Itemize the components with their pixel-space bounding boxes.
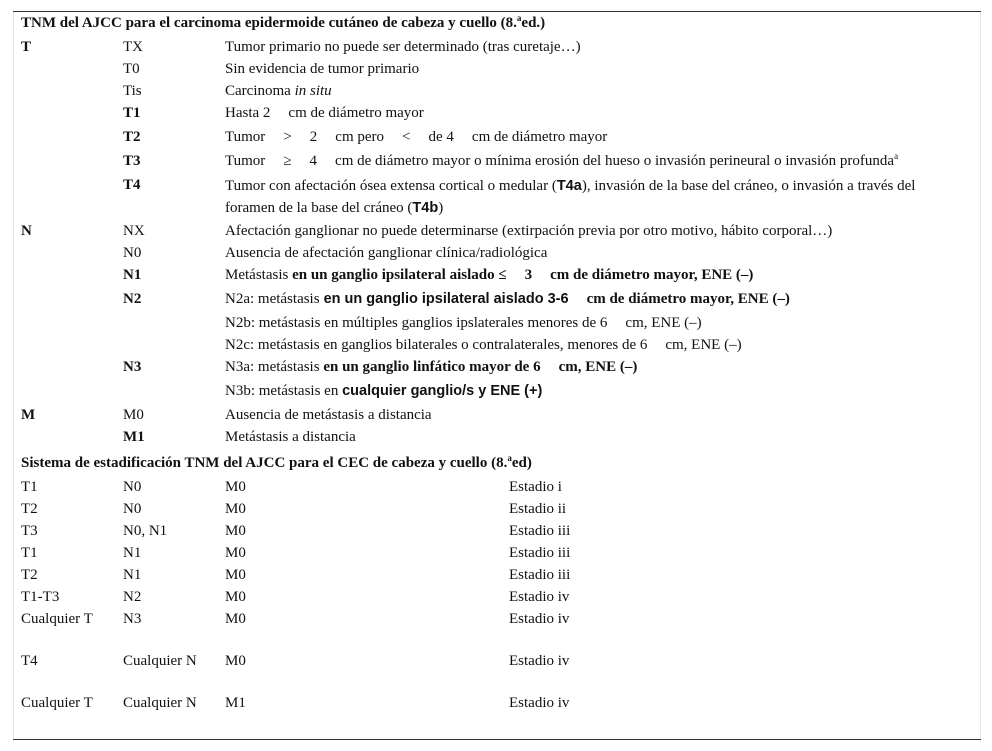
t-desc: Carcinoma in situ bbox=[225, 83, 332, 99]
stage-t: T3 bbox=[21, 523, 38, 539]
t-code: T4 bbox=[123, 177, 141, 193]
stage-t: T1 bbox=[21, 479, 38, 495]
stage-m: M0 bbox=[225, 567, 246, 583]
stage-n: N0 bbox=[123, 501, 142, 517]
section-label-t: T bbox=[21, 39, 32, 55]
n-desc: N3b: metástasis en cualquier ganglio/s y ENE (+) bbox=[225, 383, 543, 399]
n-desc: N3a: metástasis en un ganglio linfático mayor de 6 cm, ENE (–) bbox=[225, 359, 638, 375]
m-code: M1 bbox=[123, 429, 145, 445]
t-desc: Tumor con afectación ósea extensa cortical o medular (T4a), invasión de la base del cráneo, o invasión a través del foramen de la base del cráneo (T4b) bbox=[225, 178, 916, 216]
t-code: T1 bbox=[123, 105, 141, 121]
stage-m: M1 bbox=[225, 695, 246, 711]
section-label-m: M bbox=[21, 407, 36, 423]
stage-value: Estadio i bbox=[509, 479, 562, 495]
n-desc: Afectación ganglionar no puede determinarse (extirpación previa por otro motivo, hábito corporal…) bbox=[225, 223, 833, 239]
t-code: T3 bbox=[123, 153, 141, 169]
stage-n: Cualquier N bbox=[123, 653, 197, 669]
stage-t: T1 bbox=[21, 545, 38, 561]
m-code: M0 bbox=[123, 407, 144, 423]
stage-m: M0 bbox=[225, 653, 246, 669]
stage-m: M0 bbox=[225, 523, 246, 539]
t-code: T2 bbox=[123, 129, 141, 145]
stage-n: N3 bbox=[123, 611, 142, 627]
t-code: T0 bbox=[123, 61, 140, 77]
stage-value: Estadio iv bbox=[509, 695, 570, 711]
stage-value: Estadio iv bbox=[509, 611, 570, 627]
n-code: N3 bbox=[123, 359, 142, 375]
stage-t: T2 bbox=[21, 501, 38, 517]
stage-value: Estadio iii bbox=[509, 523, 571, 539]
bottom-rule bbox=[13, 739, 981, 740]
n-desc: Ausencia de afectación ganglionar clínica/radiológica bbox=[225, 245, 548, 261]
stage-value: Estadio iii bbox=[509, 545, 571, 561]
n-code: NX bbox=[123, 223, 145, 239]
t-desc: Hasta 2 cm de diámetro mayor bbox=[225, 105, 424, 121]
section-label-n: N bbox=[21, 223, 32, 239]
n-code: N0 bbox=[123, 245, 142, 261]
t-code: Tis bbox=[123, 83, 142, 99]
table-title: TNM del AJCC para el carcinoma epidermoide cutáneo de cabeza y cuello (8.$^a$ed.) bbox=[21, 13, 546, 31]
stage-value: Estadio iii bbox=[509, 567, 571, 583]
m-desc: Metástasis a distancia bbox=[225, 429, 356, 445]
stage-t: T2 bbox=[21, 567, 38, 583]
t-desc: Sin evidencia de tumor primario bbox=[225, 61, 420, 77]
n-desc: N2b: metástasis en múltiples ganglios ipslaterales menores de 6 cm, ENE (–) bbox=[225, 315, 702, 331]
t-desc: Tumor primario no puede ser determinado (tras curetaje…) bbox=[225, 39, 581, 55]
n-desc: N2c: metástasis en ganglios bilaterales o contralaterales, menores de 6 cm, ENE (–) bbox=[225, 337, 742, 353]
t-desc: Tumor > 2 cm pero < de 4 cm de diámetro mayor bbox=[225, 129, 608, 145]
stage-n: N1 bbox=[123, 567, 142, 583]
m-desc: Ausencia de metástasis a distancia bbox=[225, 407, 432, 423]
stage-value: Estadio ii bbox=[509, 501, 567, 517]
stage-m: M0 bbox=[225, 545, 246, 561]
stage-n: N0 bbox=[123, 479, 142, 495]
stage-m: M0 bbox=[225, 479, 246, 495]
stage-t: Cualquier T bbox=[21, 611, 93, 627]
tnm-table bbox=[13, 11, 981, 740]
n-code: N1 bbox=[123, 267, 142, 283]
n-code: N2 bbox=[123, 291, 142, 307]
stage-t: Cualquier T bbox=[21, 695, 93, 711]
staging-title: Sistema de estadificación TNM del AJCC para el CEC de cabeza y cuello (8.$^a$ed) bbox=[21, 453, 532, 471]
stage-t: T1-T3 bbox=[21, 589, 60, 605]
stage-value: Estadio iv bbox=[509, 589, 570, 605]
t-desc: Tumor ≥ 4 cm de diámetro mayor o mínima erosión del hueso o invasión perineural o invasión profunda$^a$ bbox=[225, 151, 899, 169]
stage-value: Estadio iv bbox=[509, 653, 570, 669]
stage-n: N0, N1 bbox=[123, 523, 168, 539]
t-code: TX bbox=[123, 39, 143, 55]
stage-n: N1 bbox=[123, 545, 142, 561]
stage-m: M0 bbox=[225, 589, 246, 605]
top-rule bbox=[13, 11, 981, 12]
stage-n: N2 bbox=[123, 589, 142, 605]
stage-m: M0 bbox=[225, 501, 246, 517]
n-desc: Metástasis en un ganglio ipsilateral aislado ≤ 3 cm de diámetro mayor, ENE (–) bbox=[225, 267, 754, 283]
n-desc: N2a: metástasis en un ganglio ipsilateral aislado 3-6 cm de diámetro mayor, ENE (–) bbox=[225, 291, 790, 307]
stage-n: Cualquier N bbox=[123, 695, 197, 711]
stage-m: M0 bbox=[225, 611, 246, 627]
stage-t: T4 bbox=[21, 653, 38, 669]
